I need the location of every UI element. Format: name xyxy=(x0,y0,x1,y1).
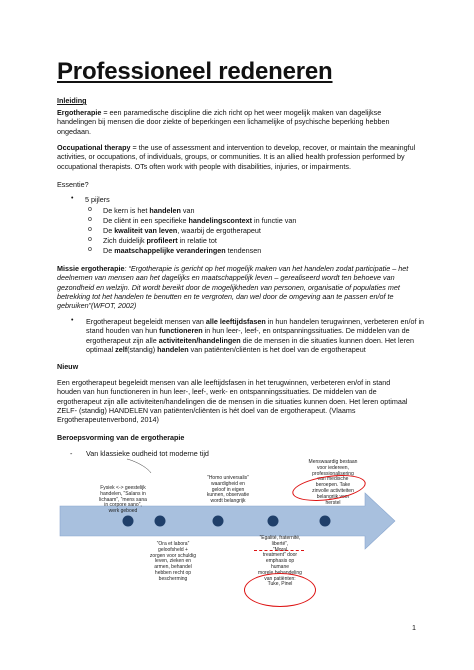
circle-bullet-icon: o xyxy=(88,206,92,213)
circle-bullet-icon: o xyxy=(88,246,92,253)
page-title: Professioneel redeneren xyxy=(57,58,333,85)
bullet-icon: • xyxy=(71,317,74,324)
page-number: 1 xyxy=(412,623,416,632)
circle-bullet-icon: o xyxy=(88,236,92,243)
timeline-dot xyxy=(213,516,224,527)
ergotherapeut-bullet: Ergotherapeut begeleidt mensen van alle leeftijdsfasen in hun handelen terugwinnen, verbeteren en/of in stand houden van hun functioneren in hun leer-, leef-, en ontspanningssituaties. De middelen van de ergotherapeut zijn alle activiteiten/handelingen die de mensen in die situaties kunnen doen. Het leren optimaal zelf(standig) handelen van patiënten/cliënten is het doel van de ergotherapeut xyxy=(86,317,425,354)
red-annotation-line xyxy=(254,550,304,551)
term-occupational-therapy: Occupational therapy xyxy=(57,143,131,152)
pijler-item: De kwaliteit van leven, waarbij de ergotherapeut xyxy=(103,226,261,235)
pijler-item: Zich duidelijk profileert in relatie tot xyxy=(103,236,217,245)
dash-bullet-icon: - xyxy=(70,449,73,458)
timeline-box-enlightenment: “Egalité, fraternité, liberté”, “Moral treatment” door emphasis op humane morele behandeling van patiënten: Tuke, Pinel xyxy=(258,535,302,588)
pijler-item: De maatschappelijke veranderingen tendensen xyxy=(103,246,262,255)
text-line: ongedaan. xyxy=(57,126,91,136)
heading-beroepsvorming: Beroepsvorming van de ergotherapie xyxy=(57,433,185,442)
heading-nieuw: Nieuw xyxy=(57,362,79,371)
nieuw-paragraph: Een ergotherapeut begeleidt mensen van alle leeftijdsfasen in het terugwinnen, verbeteren en/of in stand houden van hun functioneren in hun leer-, leef-, werk- en ontspanningssituaties. De middelen van de ergotherapeut zijn alle activiteiten/handelingen die de mensen in die situaties kunnen doen. Het leren optimaal ZELF- (standig) HANDELEN van patiënten/cliënten is hét doel van de ergotherapeut. (Vlaams Ergotherapeutenverbond, 2014) xyxy=(57,378,408,425)
occ-definition xyxy=(57,143,422,171)
text-line: occupational therapists. OTs often work with people with disabilities, injuries, or impairments. xyxy=(57,161,352,171)
red-annotation-circle xyxy=(244,573,316,607)
timeline-dot xyxy=(268,516,279,527)
ergo-definition xyxy=(57,108,422,136)
handwritten-scribble xyxy=(127,459,151,473)
timeline-dot xyxy=(155,516,166,527)
heading-inleiding: Inleiding xyxy=(57,96,87,105)
bullet-icon: • xyxy=(71,195,74,202)
klassieke-text: Van klassieke oudheid tot moderne tijd xyxy=(86,449,209,458)
timeline-dot xyxy=(123,516,134,527)
text-line: activities, or occupations, of individuals, groups, or communities. It is an allied health profession performed by xyxy=(57,152,405,162)
missie-label: Missie ergotherapie xyxy=(57,264,125,273)
missie-paragraph: Missie ergotherapie: “Ergotherapie is gericht op het mogelijk maken van het handelen zodat participatie – het deelnemen van mensen aan het dagelijks en maatschappelijk leven – gerealiseerd wordt ten behoeve van gezondheid en welzijn. Dit wordt bereikt door de mogelijkheden van personen, organisatie of populaties met betrekking tot het handelen te benutten en te vergroten, dan wel door de omgeving aan te passen en/of te gebruiken”(WFOT, 2002) xyxy=(57,264,409,311)
text-line: = een paramedische discipline die zich richt op het weer mogelijk maken van dagelijkse xyxy=(101,108,382,117)
timeline-box-classical: Fysiek <-> geestelijk handelen, “Salans in lichaam”, “mens sana in corpore sano”, werk geboed xyxy=(99,485,147,515)
circle-bullet-icon: o xyxy=(88,216,92,223)
pijler-item: De kern is het handelen van xyxy=(103,206,195,215)
timeline-box-modern: Menswaardig bestaan voor iedereen, professionalisering van medische beroepen. Take zinvolle activiteiten belangrijk voor herstel xyxy=(308,459,358,506)
term-ergotherapie: Ergotherapie xyxy=(57,108,102,117)
circle-bullet-icon: o xyxy=(88,226,92,233)
timeline-dot xyxy=(320,516,331,527)
pijlers-label: 5 pijlers xyxy=(85,195,110,204)
text-line: handelingen bij mensen die door ziekte of beperkingen een lichamelijke of psychische beperking hebben xyxy=(57,117,390,127)
text-line: = the use of assessment and intervention to develop, recover, or maintain the meaningful xyxy=(130,143,416,152)
essentie-label: Essentie? xyxy=(57,180,89,189)
timeline-box-renaissance: “Homo universalis” waardigheid en geloof in eigen kunnen, observatie wordt belangrijk xyxy=(206,475,250,505)
timeline-box-middle-ages: “Ora et labora” geloofsheld + zorgen voor schuldig leven, zieken en armen, behandel hebben recht op bescherming xyxy=(149,541,197,582)
pijler-item: De cliënt in een specifieke handelingscontext in functie van xyxy=(103,216,297,225)
